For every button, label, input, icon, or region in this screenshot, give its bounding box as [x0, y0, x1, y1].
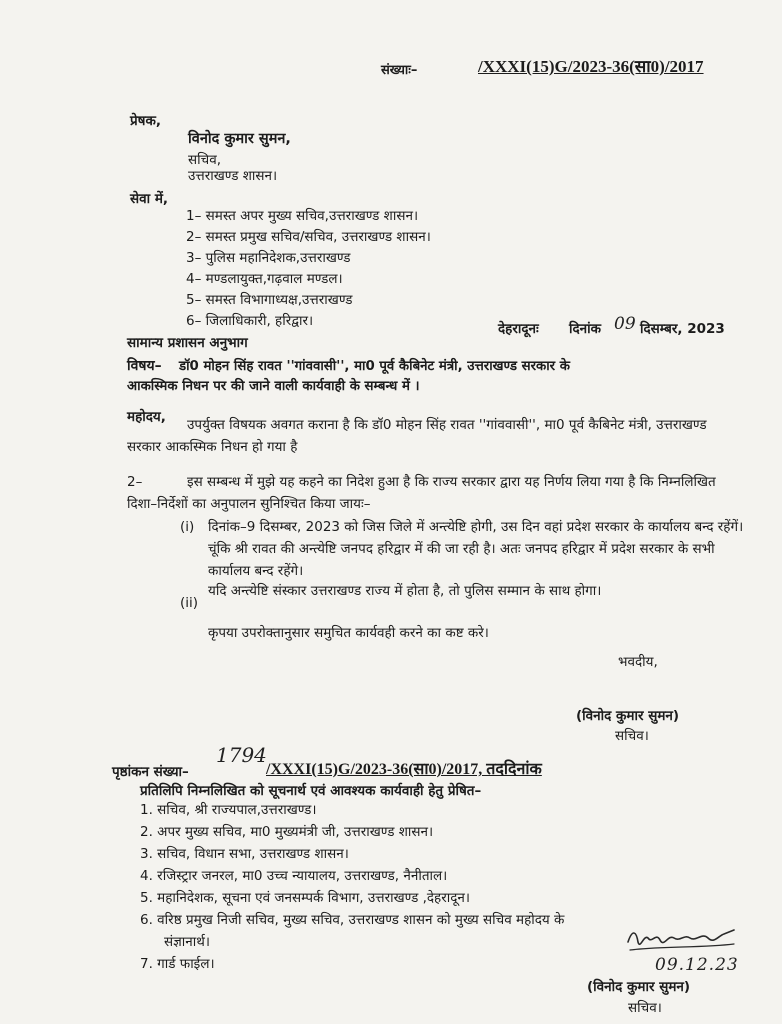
sender-office: उत्तराखण्ड शासन।	[188, 168, 278, 184]
copy-list-item: 3. सचिव, विधान सभा, उत्तराखण्ड शासन।	[140, 846, 349, 862]
endorsement-signatory-name: (विनोद कुमार सुमन)	[587, 979, 691, 995]
point-1: दिनांक–9 दिसम्बर, 2023 को जिस जिले में अन्त्येष्टि होगी, उस दिन वहां प्रदेश सरकार के कार्यालय बन्द रहेंगें। चूंकि श्री रावत की अन्त्येष्टि जनपद हरिद्वार में की जा रही है। अतः जनपद हरिद्वार में प्रदेश सरकार के सभी कार्यालय बन्द रहेंगे।	[208, 519, 744, 579]
endorsement-ref: /XXXI(15)G/2023-36(सा0)/2017, तददिनांक	[266, 761, 542, 778]
copy-list-item: 1. सचिव, श्री राज्यपाल,उत्तराखण्ड।	[140, 802, 317, 818]
ref-label: संख्याः–	[381, 63, 418, 78]
copy-list-item-continued: संज्ञानार्थ।	[164, 934, 211, 950]
signature-image	[622, 920, 742, 956]
point-1-number: (i)	[180, 519, 195, 535]
ref-number: /XXXI(15)G/2023-36(सा0)/2017	[478, 57, 704, 76]
sender-label: प्रेषक,	[130, 113, 161, 129]
recipient-item: 3– पुलिस महानिदेशक,उत्तराखण्ड	[186, 250, 351, 266]
sender-designation: सचिव,	[188, 152, 221, 168]
recipient-item: 2– समस्त प्रमुख सचिव/सचिव, उत्तराखण्ड शासन।	[186, 229, 431, 245]
handwritten-date: 09.12.23	[655, 955, 739, 975]
copy-list-item: 2. अपर मुख्य सचिव, मा0 मुख्यमंत्री जी, उत्तराखण्ड शासन।	[140, 824, 434, 840]
date-handwritten: 09	[614, 314, 636, 334]
salutation: महोदय,	[127, 409, 166, 425]
recipient-item: 5– समस्त विभागाध्यक्ष,उत्तराखण्ड	[186, 292, 353, 308]
subject-line-1: डॉ0 मोहन सिंह रावत ''गांववासी'', मा0 पूर्व कैबिनेट मंत्री, उत्तराखण्ड सरकार के	[179, 359, 570, 374]
copy-list-item: 7. गार्ड फाईल।	[140, 956, 215, 972]
recipient-item: 6– जिलाधिकारी, हरिद्वार।	[186, 313, 314, 329]
endorsement-subtitle: प्रतिलिपि निम्नलिखित को सूचनार्थ एवं आवश्यक कार्यवाही हेतु प्रेषित–	[140, 783, 482, 799]
copy-list-item: 4. रजिस्ट्रार जनरल, मा0 उच्च न्यायालय, उत्तराखण्ड, नैनीताल।	[140, 868, 448, 884]
point-2: यदि अन्त्येष्टि संस्कार उत्तराखण्ड राज्य में होता है, तो पुलिस सम्मान के साथ होगा।	[208, 583, 602, 599]
point-2-number: (ii)	[180, 595, 199, 611]
recipient-item: 1– समस्त अपर मुख्य सचिव,उत्तराखण्ड शासन।	[186, 208, 419, 224]
yours-faithfully: भवदीय,	[618, 654, 658, 670]
endorsement-signatory-designation: सचिव।	[628, 1000, 662, 1016]
date-label: दिनांक	[569, 321, 602, 337]
signatory-designation: सचिव।	[615, 728, 649, 744]
endorsement-handwritten-number: 1794	[216, 743, 267, 767]
recipient-item: 4– मण्डलायुक्त,गढ़वाल मण्डल।	[186, 271, 343, 287]
copy-list-item: 6. वरिष्ठ प्रमुख निजी सचिव, मुख्य सचिव, उत्तराखण्ड शासन को मुख्य सचिव महोदय के	[140, 912, 565, 928]
subject-label: विषय–	[127, 358, 162, 374]
place: देहरादूनः	[498, 321, 539, 337]
date-rest: दिसम्बर, 2023	[640, 321, 725, 337]
recipients-label: सेवा में,	[130, 191, 169, 207]
signatory-name: (विनोद कुमार सुमन)	[576, 708, 680, 724]
section-name: सामान्य प्रशासन अनुभाग	[127, 335, 248, 351]
endorsement-label: पृष्ठांकन संख्या–	[112, 764, 189, 780]
paragraph-2: इस सम्बन्ध में मुझे यह कहने का निदेश हुआ है कि राज्य सरकार द्वारा यह निर्णय लिया गया है कि निम्नलिखित दिशा–निर्देशों का अनुपालन सुनिश्चित किया जायः–	[127, 474, 716, 512]
paragraph-2-number: 2–	[127, 474, 143, 490]
sender-name: विनोद कुमार सुमन,	[188, 131, 291, 147]
copy-list-item: 5. महानिदेशक, सूचना एवं जनसम्पर्क विभाग, उत्तराखण्ड ,देहरादून।	[140, 890, 471, 906]
paragraph-1: उपर्युक्त विषयक अवगत कराना है कि डॉ0 मोहन सिंह रावत ''गांववासी'', मा0 पूर्व कैबिनेट मंत्री, उत्तराखण्ड सरकार आकस्मिक निधन हो गया है	[127, 417, 707, 455]
subject-line-2: आकस्मिक निधन पर की जाने वाली कार्यवाही के सम्बन्ध में ।	[127, 379, 420, 394]
closing-line: कृपया उपरोक्तानुसार समुचित कार्यवही करने का कष्ट करे।	[208, 625, 489, 641]
